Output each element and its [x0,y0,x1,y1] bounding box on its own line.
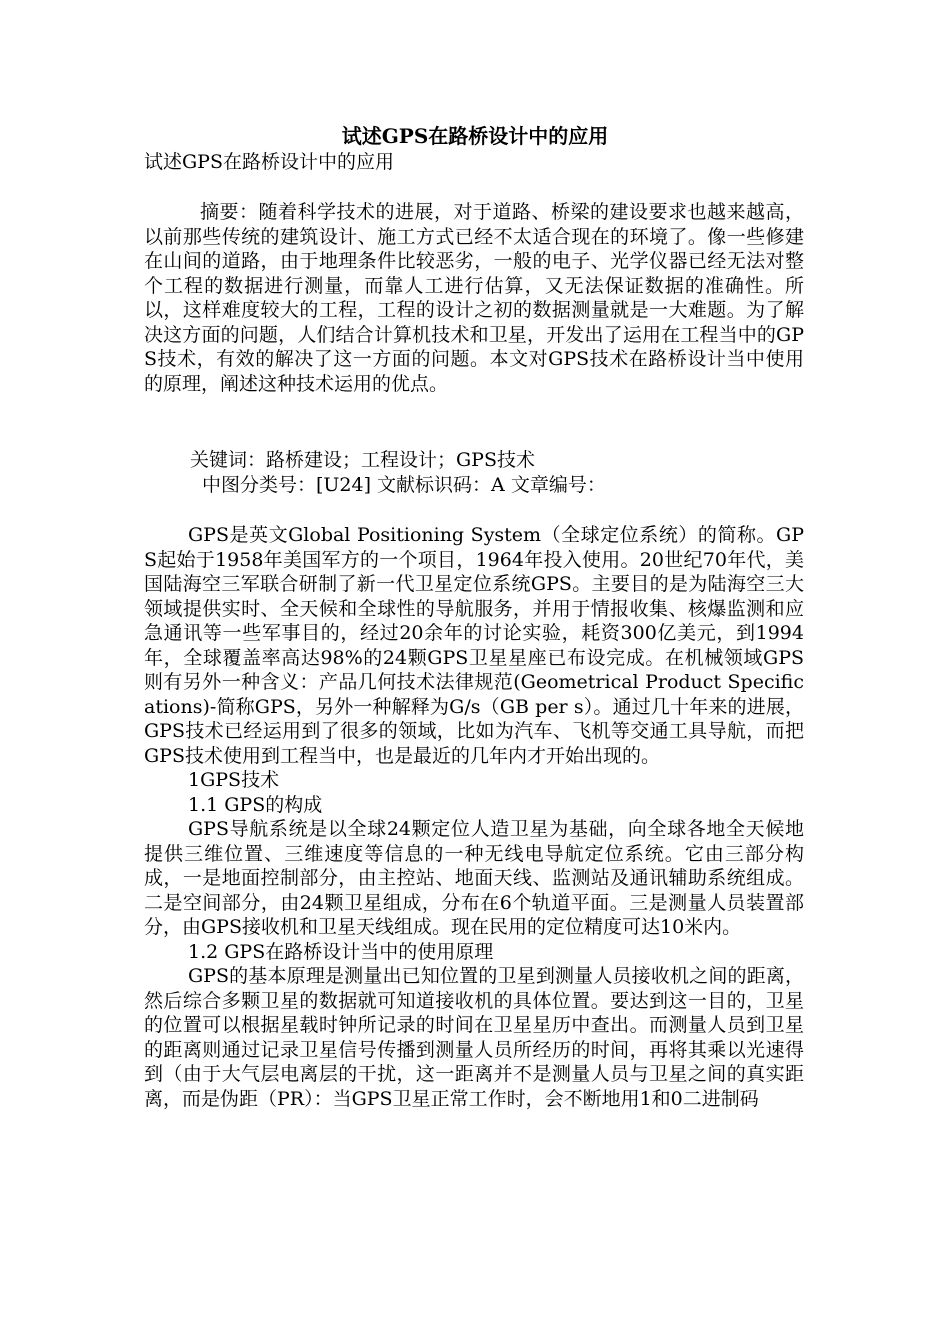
heading-1: 1GPS技术 [188,769,280,791]
body-section [144,523,804,1111]
heading-1-2: 1.2 GPS在路桥设计当中的使用原理 [188,940,494,963]
document-subtitle: 试述GPS在路桥设计中的应用 [144,151,394,173]
abstract-section [144,200,804,396]
keywords-line: 关键词：路桥建设；工程设计；GPS技术 [190,449,535,471]
document-title: 试述GPS在路桥设计中的应用 [341,124,609,148]
heading-1-1: 1.1 GPS的构成 [188,793,323,816]
paragraph-1-2: GPS的基本原理是测量出已知位置的卫星到测量人员接收机之间的距离，然后综合多颗卫星的数据就可知道接收机的具体位置。要达到这一目的，卫星的位置可以根据星载时钟所记录的时间在卫星星历中查出。而测量人员到卫星的距离则通过记录卫星信号传播到测量人员所经历的时间，再将其乘以光速得到（由于大气层电离层的干扰，这一距离并不是测量人员与卫星之间的真实距离，而是伪距（PR）：当GPS卫星正常工作时，会不断地用1和0二进制码 [144,965,804,1110]
classification-line: 中图分类号：[U24] 文献标识码：A 文章编号： [202,474,606,496]
paragraph-1-1: GPS导航系统是以全球24颗定位人造卫星为基础，向全球各地全天候地提供三维位置、三维速度等信息的一种无线电导航定位系统。它由三部分构成，一是地面控制部分，由主控站、地面天线、监测站及通讯辅助系统组成。二是空间部分，由24颗卫星组成，分布在6个轨道平面。三是测量人员装置部分，由GPS接收机和卫星天线组成。现在民用的定位精度可达10米内。 [144,818,804,938]
intro-paragraph: GPS是英文Global Positioning System（全球定位系统）的简称。GPS起始于1958年美国军方的一个项目，1964年投入使用。20世纪70年代，美国陆海空三军联合研制了新一代卫星定位系统GPS。主要目的是为陆海空三大领域提供实时、全天候和全球性的导航服务，并用于情报收集、核爆监测和应急通讯等一些军事目的，经过20余年的讨论实验，耗资300亿美元，到1994年，全球覆盖率高达98%的24颗GPS卫星星座已布设完成。在机械领域GPS则有另外一种含义：产品几何技术法律规范(Geometrical Product Specifications)-简称GPS，另外一种解释为G/s（GB per s）。通过几十年来的进展，GPS技术已经运用到了很多的领域，比如为汽车、飞机等交通工具导航，而把GPS技术使用到工程当中，也是最近的几年内才开始出现的。 [144,524,804,767]
abstract-paragraph: 摘要：随着科学技术的进展，对于道路、桥梁的建设要求也越来越高，以前那些传统的建筑设计、施工方式已经不太适合现在的环境了。像一些修建在山间的道路，由于地理条件比较恶劣，一般的电子、光学仪器已经无法对整个工程的数据进行测量，而靠人工进行估算，又无法保证数据的准确性。所以，这样难度较大的工程，工程的设计之初的数据测量就是一大难题。为了解决这方面的问题，人们结合计算机技术和卫星，开发出了运用在工程当中的GPS技术，有效的解决了这一方面的问题。本文对GPS技术在路桥设计当中使用的原理，阐述这种技术运用的优点。 [144,201,804,395]
